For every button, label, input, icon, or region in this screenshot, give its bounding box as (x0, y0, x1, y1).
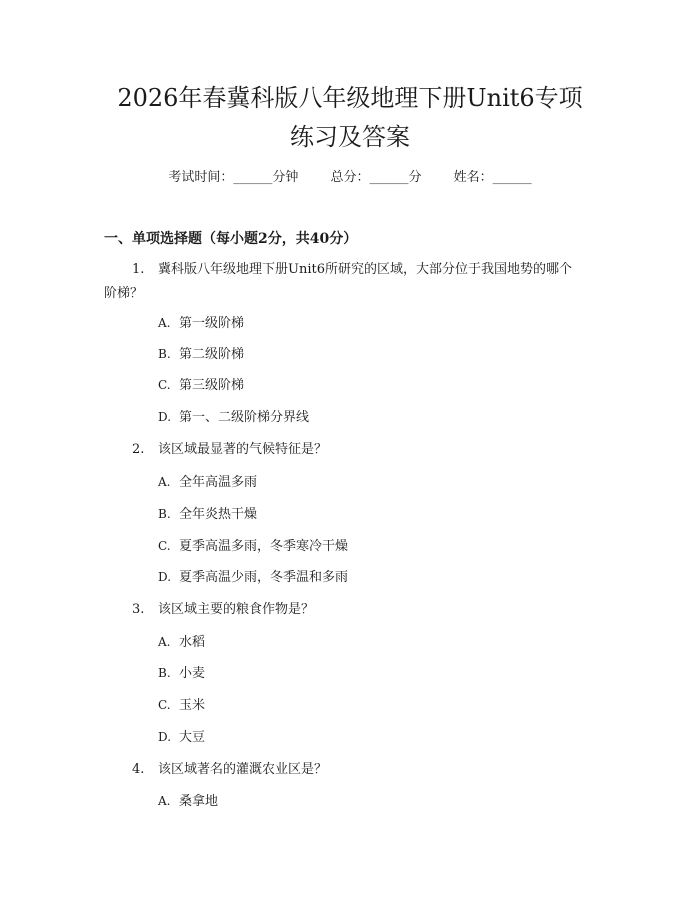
question-1-option-a (158, 313, 244, 334)
question-1-option-c (158, 375, 244, 396)
question-text: 该区域著名的灌溉农业区是？ (158, 762, 328, 777)
option-text: 夏季高温少雨，冬季温和多雨 (179, 570, 349, 585)
question-number: 4. (132, 762, 145, 777)
question-2-option-a (158, 472, 257, 493)
option-text: 玉米 (179, 698, 206, 713)
option-letter: D. (158, 730, 172, 744)
question-3-option-c (158, 695, 205, 716)
question-2-option-d (158, 567, 348, 588)
section-heading-single-choice: 一、单项选择题（每小题2分，共40分） (104, 231, 358, 247)
option-letter: D. (158, 570, 172, 584)
document-title-line-2: 练习及答案 (290, 123, 410, 151)
question-3-option-a (158, 632, 205, 653)
option-text: 全年高温多雨 (179, 475, 258, 490)
option-text: 全年炎热干燥 (179, 507, 258, 522)
exam-time-field: 考试时间：______分钟 (168, 170, 299, 185)
option-text: 第三级阶梯 (179, 378, 245, 393)
exam-info (0, 168, 700, 188)
option-letter: B. (158, 507, 171, 521)
option-letter: A. (158, 475, 171, 489)
question-2-option-c (158, 536, 348, 557)
question-1 (104, 258, 604, 306)
option-letter: A. (158, 794, 171, 808)
question-3-option-d (158, 727, 205, 748)
question-1-option-b (158, 344, 244, 365)
option-letter: A. (158, 635, 171, 649)
option-text: 第一、二级阶梯分界线 (179, 410, 310, 425)
question-4-option-a (158, 791, 218, 812)
option-text: 夏季高温多雨，冬季寒冷干燥 (179, 539, 349, 554)
question-3 (104, 598, 604, 622)
question-text: 冀科版八年级地理下册Unit6所研究的区域，大部分位于我国地势的哪个 (158, 262, 572, 277)
question-2 (104, 438, 604, 462)
option-letter: B. (158, 347, 171, 361)
option-text: 第一级阶梯 (179, 316, 245, 331)
question-text: 该区域主要的粮食作物是？ (158, 602, 315, 617)
question-1-option-d (158, 407, 309, 428)
document-title-line-1: 2026年春冀科版八年级地理下册Unit6专项 (117, 84, 583, 112)
option-letter: C. (158, 378, 171, 392)
option-text: 第二级阶梯 (179, 347, 245, 362)
question-text: 该区域最显著的气候特征是？ (158, 442, 328, 457)
option-letter: A. (158, 316, 171, 330)
option-text: 桑拿地 (179, 794, 219, 809)
student-name-field: 姓名：______ (453, 170, 532, 185)
option-letter: B. (158, 666, 171, 680)
option-text: 水稻 (179, 635, 206, 650)
question-4 (104, 758, 604, 782)
option-letter: C. (158, 698, 171, 712)
question-number: 2. (132, 442, 145, 457)
question-number: 3. (132, 602, 145, 617)
question-text-continued: 阶梯？ (104, 286, 144, 301)
question-3-option-b (158, 663, 205, 684)
option-letter: C. (158, 539, 171, 553)
option-letter: D. (158, 410, 172, 424)
option-text: 小麦 (179, 666, 206, 681)
question-number: 1. (132, 262, 145, 277)
option-text: 大豆 (179, 730, 206, 745)
total-score-field: 总分：______分 (330, 170, 422, 185)
question-2-option-b (158, 504, 257, 525)
